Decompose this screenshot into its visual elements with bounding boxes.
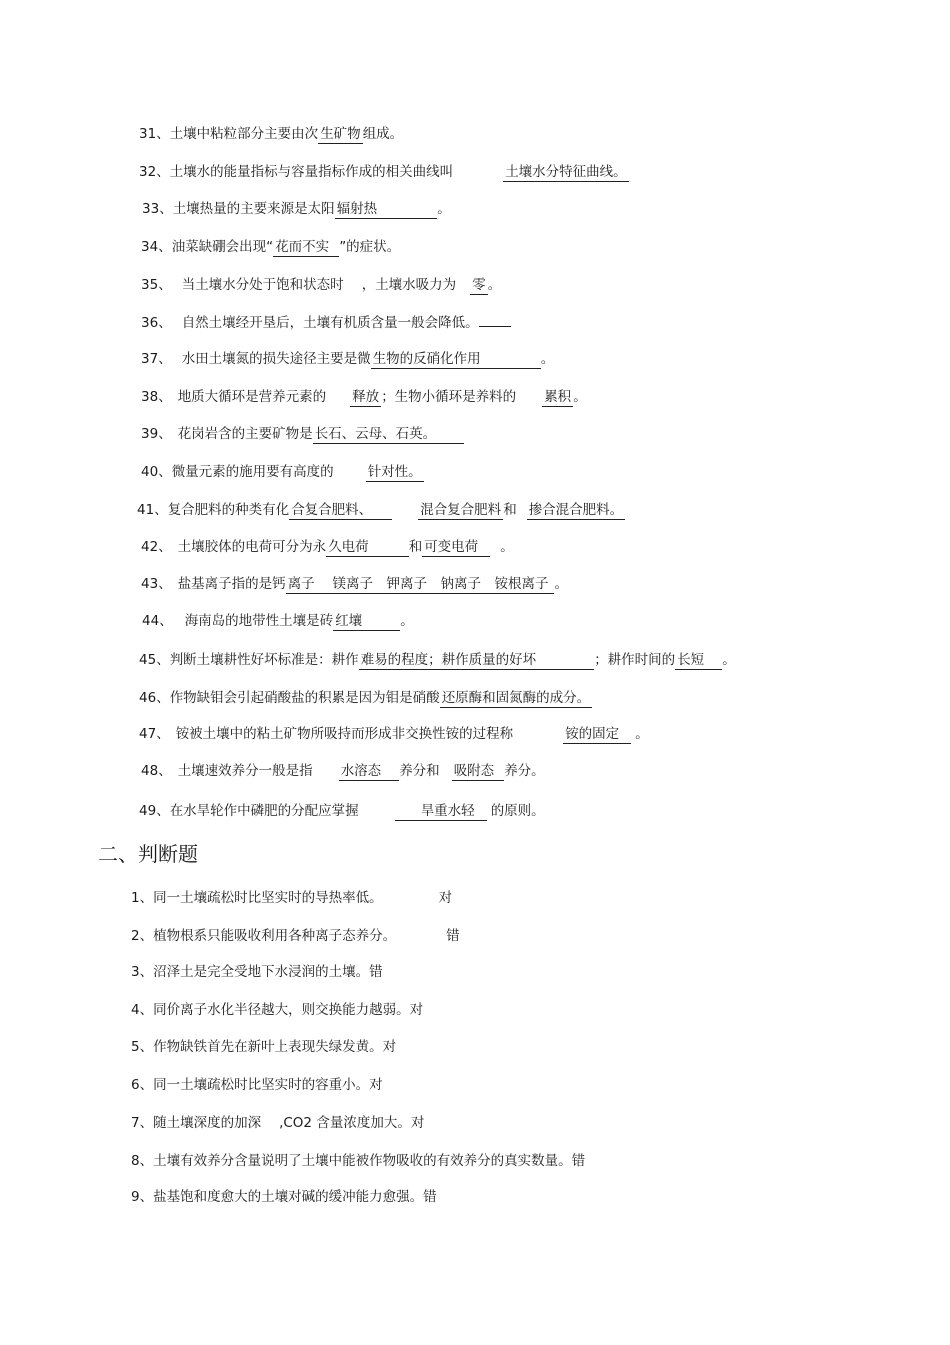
question-number: 47 [139, 726, 157, 742]
answer-blank: 可变电荷 [422, 538, 490, 557]
answer-blank: 旱重水轻 [395, 802, 487, 821]
tf-item-4: 4、同价离子水化半径越大，则交换能力越弱。对 [131, 1002, 424, 1018]
tf-item-3: 3、沼泽土是完全受地下水浸润的土壤。错 [131, 964, 383, 980]
answer: 错 [571, 1153, 586, 1169]
question-number: 44 [142, 613, 160, 629]
question-47: 47、 铵被土壤中的粘土矿物所吸持而形成非交换性铵的过程称 铵的固定 。 [139, 726, 649, 742]
question-number: 45 [139, 652, 157, 668]
answer: 对 [382, 1039, 397, 1055]
answer-blank: 还原酶和固氮酶的成分。 [441, 690, 591, 706]
tf-item-6: 6、同一土壤疏松时比坚实时的容重小。对 [131, 1077, 383, 1093]
question-38: 38、 地质大循环是营养元素的 释放 ；生物小循环是养料的 累积 。 [141, 389, 587, 405]
question-44: 44、 海南岛的地带性土壤是砖 红壤 。 [142, 613, 414, 629]
answer-blank: 混合复合肥料 [420, 502, 502, 518]
question-45: 45、判断土壤耕性好坏标准是：耕作 难易的程度；耕作质量的好坏 ；耕作时间的 长短 。 [139, 652, 736, 668]
question-33: 33、土壤热量的主要来源是太阳 辐射热 。 [142, 201, 451, 217]
question-49: 49、在水旱轮作中磷肥的分配应掌握 旱重水轻 的原则。 [139, 803, 545, 819]
answer-blank: 生物的反硝化作用 [371, 350, 541, 369]
answer-blank: 铵的固定 [563, 725, 631, 744]
answer-blank: 合复合肥料、 [289, 501, 392, 520]
tf-item-1: 1、同一土壤疏松时比坚实时的导热率低。 对 [131, 890, 453, 906]
question-32: 32、土壤水的能量指标与容量指标作成的相关曲线叫 土壤水分特征曲线。 [139, 164, 627, 180]
question-number: 36 [141, 315, 159, 331]
answer: 对 [438, 890, 453, 906]
question-36: 36、 自然土壤经开垦后，土壤有机质含量一般会降低。 [141, 314, 511, 332]
question-37: 37、 水田土壤氮的损失途径主要是微 生物的反硝化作用 。 [141, 351, 555, 367]
answer-blank: 久电荷 [326, 538, 409, 557]
question-39: 39、 花岗岩含的主要矿物是 长石、云母、石英。 [141, 425, 464, 444]
answer-blank: 花而不实 [273, 238, 339, 257]
answer-blank: 离子 镁离子 钾离子 钠离子 铵根离子 [286, 575, 555, 594]
answer-blank: 吸附态 [452, 762, 505, 781]
question-41: 41、复合肥料的种类有化 合复合肥料、 混合复合肥料 和 掺合混合肥料。 [137, 502, 624, 518]
tf-item-2: 2、植物根系只能吸收利用各种离子态养分。 错 [131, 928, 460, 944]
question-31: 31、土壤中粘粒部分主要由次 生矿物 组成。 [139, 126, 404, 142]
answer-blank: 掺合混合肥料。 [528, 502, 624, 518]
question-number: 41 [137, 502, 155, 518]
answer-blank [479, 326, 511, 327]
question-48: 48、 土壤速效养分一般是指 水溶态 养分和 吸附态 养分。 [141, 763, 545, 779]
question-number: 34 [141, 239, 159, 255]
answer-blank: 土壤水分特征曲线。 [505, 164, 627, 180]
answer-blank: 生矿物 [320, 126, 361, 142]
answer-blank: 红壤 [333, 612, 400, 631]
tf-item-7: 7、随土壤深度的加深 ,CO2 含量浓度加大。对 [131, 1115, 425, 1131]
question-42: 42、 土壤胶体的电荷可分为永 久电荷 和 可变电荷 。 [141, 539, 514, 555]
question-number: 39 [141, 426, 159, 442]
tf-item-5: 5、作物缺铁首先在新叶上表现失绿发黄。对 [131, 1039, 397, 1055]
question-number: 38 [141, 389, 159, 405]
tf-item-8: 8、土壤有效养分含量说明了土壤中能被作物吸收的有效养分的真实数量。错 [131, 1153, 586, 1169]
question-34: 34、油菜缺硼会出现“ 花而不实 ”的症状。 [141, 239, 401, 255]
tf-item-9: 9、盐基饱和度愈大的土壤对碱的缓冲能力愈强。错 [131, 1189, 437, 1205]
question-number: 49 [139, 803, 157, 819]
question-number: 46 [139, 690, 157, 706]
answer: 对 [409, 1002, 424, 1018]
question-40: 40、微量元素的施用要有高度的 针对性。 [141, 464, 422, 480]
question-number: 48 [141, 763, 159, 779]
question-46: 46、作物缺钼会引起硝酸盐的积累是因为钼是硝酸 还原酶和固氮酶的成分。 [139, 690, 591, 706]
question-number: 31 [139, 126, 157, 142]
answer: 对 [410, 1115, 425, 1131]
question-number: 43 [141, 576, 159, 592]
answer: 错 [423, 1189, 437, 1205]
question-number: 35 [141, 277, 159, 293]
answer-blank: 释放 [352, 389, 380, 405]
question-43: 43、 盐基离子指的是钙 离子 镁离子 钾离子 钠离子 铵根离子 。 [141, 576, 568, 592]
question-number: 40 [141, 464, 159, 480]
question-35: 35、 当土壤水分处于饱和状态时 ，土壤水吸力为 零 。 [141, 277, 502, 293]
answer-blank: 水溶态 [339, 762, 400, 781]
answer-blank: 零 [472, 277, 486, 293]
answer-blank: 辐射热 [335, 200, 438, 219]
question-number: 37 [141, 351, 159, 367]
answer: 错 [446, 928, 460, 944]
answer-blank: 长石、云母、石英。 [313, 425, 465, 444]
question-number: 32 [139, 164, 157, 180]
question-number: 33 [142, 201, 160, 217]
section-heading: 二、判断题 [98, 842, 198, 866]
answer: 对 [369, 1077, 383, 1093]
answer-blank: 累积 [544, 389, 572, 405]
answer-blank: 长短 [675, 651, 722, 670]
question-number: 42 [141, 539, 159, 555]
answer: 错 [369, 964, 383, 980]
answer-blank: 难易的程度；耕作质量的好坏 [359, 651, 595, 670]
answer-blank: 针对性。 [367, 464, 422, 480]
